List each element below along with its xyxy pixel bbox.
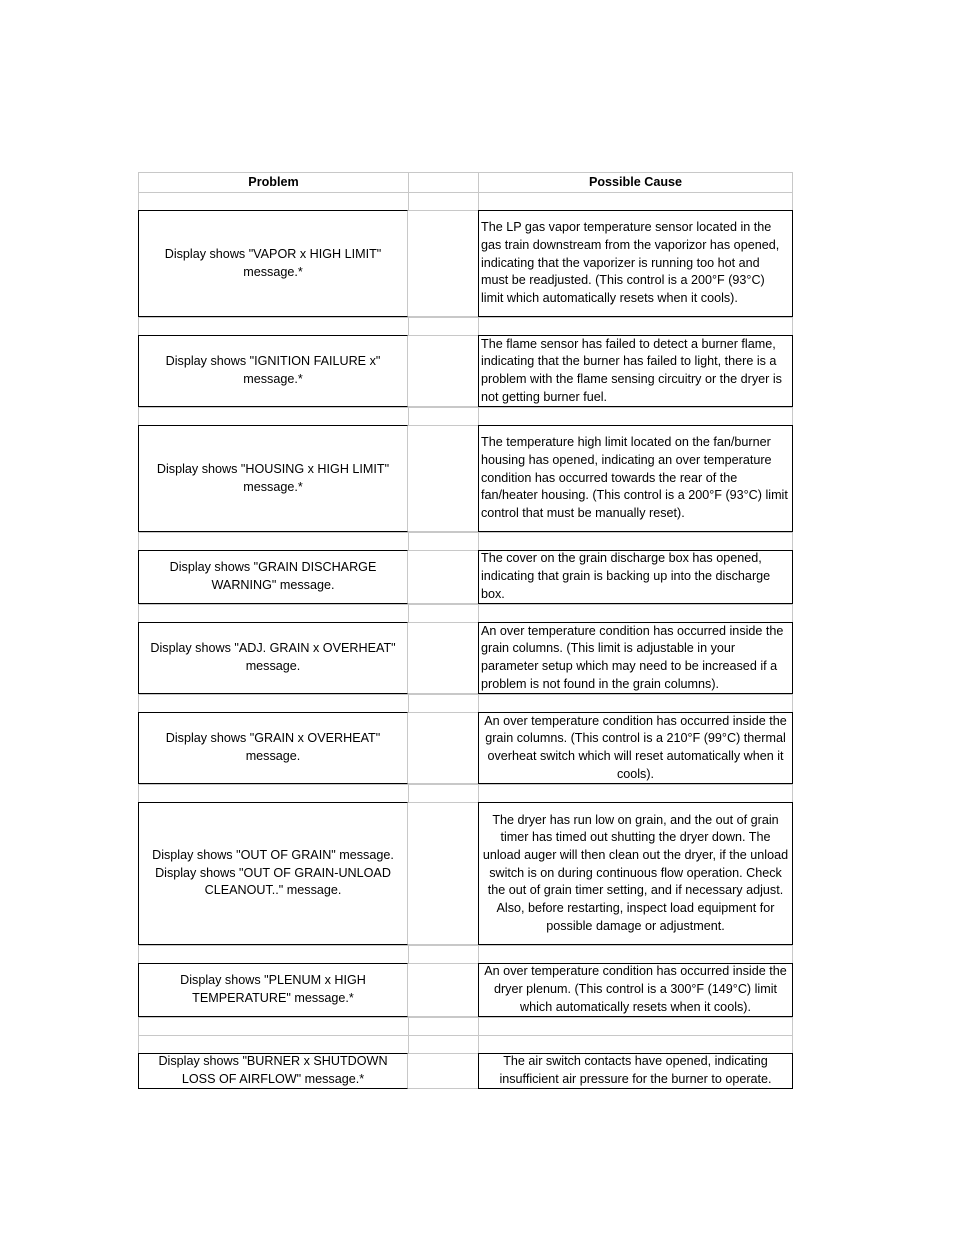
table-row bbox=[138, 712, 793, 784]
blank-cell bbox=[408, 550, 478, 604]
problem-cell: Display shows "PLENUM x HIGH TEMPERATURE" message.* bbox=[138, 963, 408, 1017]
cause-cell: An over temperature condition has occurred inside the dryer plenum. (This control is a 300°F (149°C) limit which automatically resets when it cools). bbox=[478, 963, 793, 1017]
troubleshooting-table bbox=[138, 172, 793, 1089]
table-header-row bbox=[138, 172, 793, 192]
spacer-row bbox=[138, 317, 793, 335]
cause-cell: The temperature high limit located on the fan/burner housing has opened, indicating an over temperature condition has occurred towards the rear of the fan/heater housing. (This control is a 200°F (93°C) limit control that must be manually reset). bbox=[478, 425, 793, 532]
spacer-row bbox=[138, 604, 793, 622]
table-row bbox=[138, 622, 793, 694]
spacer-row bbox=[138, 945, 793, 963]
blank-cell bbox=[408, 802, 478, 945]
blank-cell bbox=[408, 210, 478, 317]
spacer-row bbox=[138, 532, 793, 550]
cause-cell: The LP gas vapor temperature sensor located in the gas train downstream from the vaporizor has opened, indicating that the vaporizer is running too hot and must be readjusted. (This control is a 200°F (93°C) limit which automatically resets when it cools). bbox=[478, 210, 793, 317]
spacer-row bbox=[138, 407, 793, 425]
spacer-row bbox=[138, 1035, 793, 1053]
blank-cell bbox=[408, 425, 478, 532]
cause-cell: An over temperature condition has occurred inside the grain columns. (This control is a 210°F (99°C) thermal overheat switch which will reset automatically when it cools). bbox=[478, 712, 793, 784]
spacer-row bbox=[138, 1017, 793, 1035]
problem-cell: Display shows "OUT OF GRAIN" message. Display shows "OUT OF GRAIN-UNLOAD CLEANOUT.." message. bbox=[138, 802, 408, 945]
table-row bbox=[138, 1053, 793, 1089]
table-row bbox=[138, 335, 793, 407]
problem-cell: Display shows "BURNER x SHUTDOWN LOSS OF AIRFLOW" message.* bbox=[138, 1053, 408, 1089]
spacer-row bbox=[138, 694, 793, 712]
blank-cell bbox=[408, 712, 478, 784]
table-row bbox=[138, 210, 793, 317]
cause-cell: The cover on the grain discharge box has opened, indicating that grain is backing up into the discharge box. bbox=[478, 550, 793, 604]
header-problem: Problem bbox=[138, 172, 408, 192]
spacer-row bbox=[138, 192, 793, 210]
problem-cell: Display shows "IGNITION FAILURE x" message.* bbox=[138, 335, 408, 407]
cause-cell: The dryer has run low on grain, and the out of grain timer has timed out shutting the dryer down. The unload auger will then clean out the dryer, if the unload switch is on during continuous flow operation. Check the out of grain timer setting, and if necessary adjust. Also, before restarting, inspect load equipment for possible damage or adjustment. bbox=[478, 802, 793, 945]
problem-cell: Display shows "GRAIN x OVERHEAT" message. bbox=[138, 712, 408, 784]
header-possible-cause: Possible Cause bbox=[478, 172, 793, 192]
table-row bbox=[138, 802, 793, 945]
problem-cell: Display shows "ADJ. GRAIN x OVERHEAT" message. bbox=[138, 622, 408, 694]
blank-cell bbox=[408, 335, 478, 407]
cause-cell: The air switch contacts have opened, indicating insufficient air pressure for the burner to operate. bbox=[478, 1053, 793, 1089]
table-row bbox=[138, 550, 793, 604]
blank-cell bbox=[408, 1053, 478, 1089]
table-row bbox=[138, 425, 793, 532]
problem-cell: Display shows "HOUSING x HIGH LIMIT" message.* bbox=[138, 425, 408, 532]
header-blank bbox=[408, 172, 478, 192]
table-row bbox=[138, 963, 793, 1017]
problem-cell: Display shows "VAPOR x HIGH LIMIT" message.* bbox=[138, 210, 408, 317]
spacer-row bbox=[138, 784, 793, 802]
blank-cell bbox=[408, 963, 478, 1017]
problem-cell: Display shows "GRAIN DISCHARGE WARNING" message. bbox=[138, 550, 408, 604]
cause-cell: The flame sensor has failed to detect a burner flame, indicating that the burner has failed to light, there is a problem with the flame sensing circuitry or the dryer is not getting burner fuel. bbox=[478, 335, 793, 407]
cause-cell: An over temperature condition has occurred inside the grain columns. (This limit is adjustable in your parameter setup which may need to be increased if a problem is not found in the grain columns). bbox=[478, 622, 793, 694]
blank-cell bbox=[408, 622, 478, 694]
